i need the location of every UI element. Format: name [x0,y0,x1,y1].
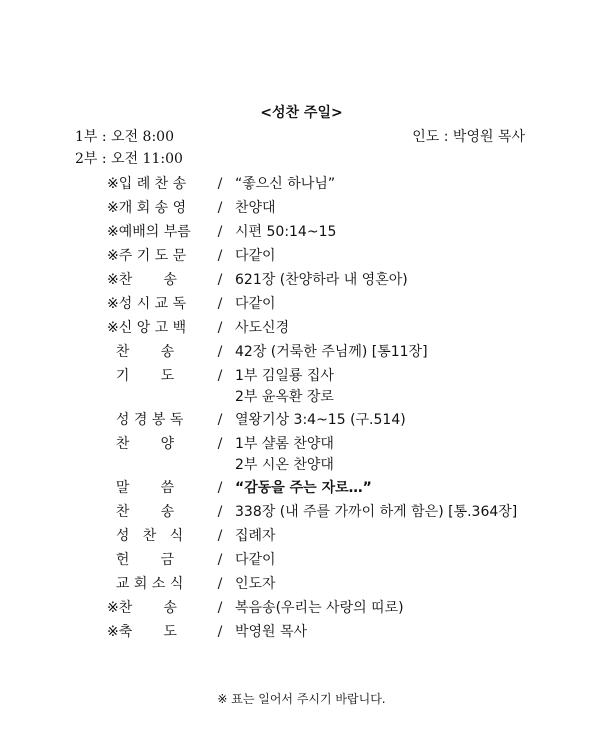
order-row [107,598,567,619]
order-label: ※예배의 부름 [107,224,191,240]
order-label: ※입 례 찬 송 [107,176,187,192]
order-value: 인도자 [235,576,276,592]
separator: / [217,344,223,360]
order-value-line: 1부 샬롬 찬양대 [235,436,334,452]
first-service-time: 1부 : 오전 8:00 [75,129,174,145]
order-label: 성 경 봉 독 [107,412,184,428]
separator: / [217,176,223,192]
separator: / [217,504,223,520]
separator: / [217,436,223,452]
order-label: ※신 앙 고 백 [107,320,187,336]
order-label: 교 회 소 식 [107,576,184,592]
order-label: ※성 시 교 독 [107,296,187,312]
order-value: “좋으신 하나님” [235,176,336,192]
order-row [107,342,567,363]
order-value: 시편 50:14~15 [235,224,337,240]
order-label: 말 씀 [107,480,175,496]
order-row [107,270,567,291]
page-title: <성찬 주일> [260,105,343,121]
order-label: 찬 양 [107,436,175,452]
second-service-time: 2부 : 오전 11:00 [75,151,183,167]
order-value: 다같이 [235,296,276,312]
order-label: 헌 금 [107,552,175,568]
order-row [107,294,567,315]
order-row [107,550,567,571]
order-label: 성 찬 식 [107,528,184,544]
separator: / [217,248,223,264]
order-label: ※개 회 송 영 [107,200,187,216]
order-value: 찬양대 [235,200,276,216]
separator: / [217,576,223,592]
order-label: 찬 송 [107,344,175,360]
separator: / [217,480,223,496]
order-row [107,410,567,431]
order-value: 사도신경 [235,320,290,336]
order-row [107,434,567,476]
separator: / [217,600,223,616]
footer-note: ※ 표는 일어서 주시기 바랍니다. [217,692,386,706]
sermon-title: “감동을 주는 자로…” [235,480,372,496]
order-row [107,222,567,243]
order-row [107,574,567,595]
order-label: ※주 기 도 문 [107,248,187,264]
order-row [107,366,567,408]
order-label: ※축 도 [107,624,177,640]
order-value: 42장 (거룩한 주님께) [통11장] [235,344,428,360]
order-label: 찬 송 [107,504,175,520]
order-value-line: 2부 윤옥환 장로 [235,389,334,405]
separator: / [217,552,223,568]
separator: / [217,368,223,384]
order-value: 621장 (찬양하라 내 영혼아) [235,272,408,288]
order-value: 338장 (내 주를 가까이 하게 함은) [통.364장] [235,504,518,520]
order-row [107,622,567,643]
order-value: 집례자 [235,528,276,544]
order-row [107,318,567,339]
order-label: 기 도 [107,368,175,384]
separator: / [217,272,223,288]
officiant: 인도 : 박영원 목사 [412,129,525,145]
order-row [107,526,567,547]
separator: / [217,624,223,640]
order-row [107,198,567,219]
separator: / [217,200,223,216]
order-value: 복음송(우리는 사랑의 띠로) [235,600,404,616]
order-of-worship [107,174,567,646]
order-label: ※찬 송 [107,272,177,288]
order-label: ※찬 송 [107,600,177,616]
order-value: 열왕기상 3:4~15 (구.514) [235,412,406,428]
separator: / [217,296,223,312]
separator: / [217,320,223,336]
separator: / [217,412,223,428]
order-row [107,246,567,267]
order-value: 박영원 목사 [235,624,308,640]
separator: / [217,224,223,240]
separator: / [217,528,223,544]
order-row [107,174,567,195]
order-row [107,502,567,523]
order-value-line: 2부 시온 찬양대 [235,457,334,473]
order-value [235,366,567,408]
order-value: 다같이 [235,248,276,264]
order-value-line: 1부 김일룡 집사 [235,368,334,384]
order-row [107,478,567,499]
order-value [235,434,567,476]
order-value: 다같이 [235,552,276,568]
